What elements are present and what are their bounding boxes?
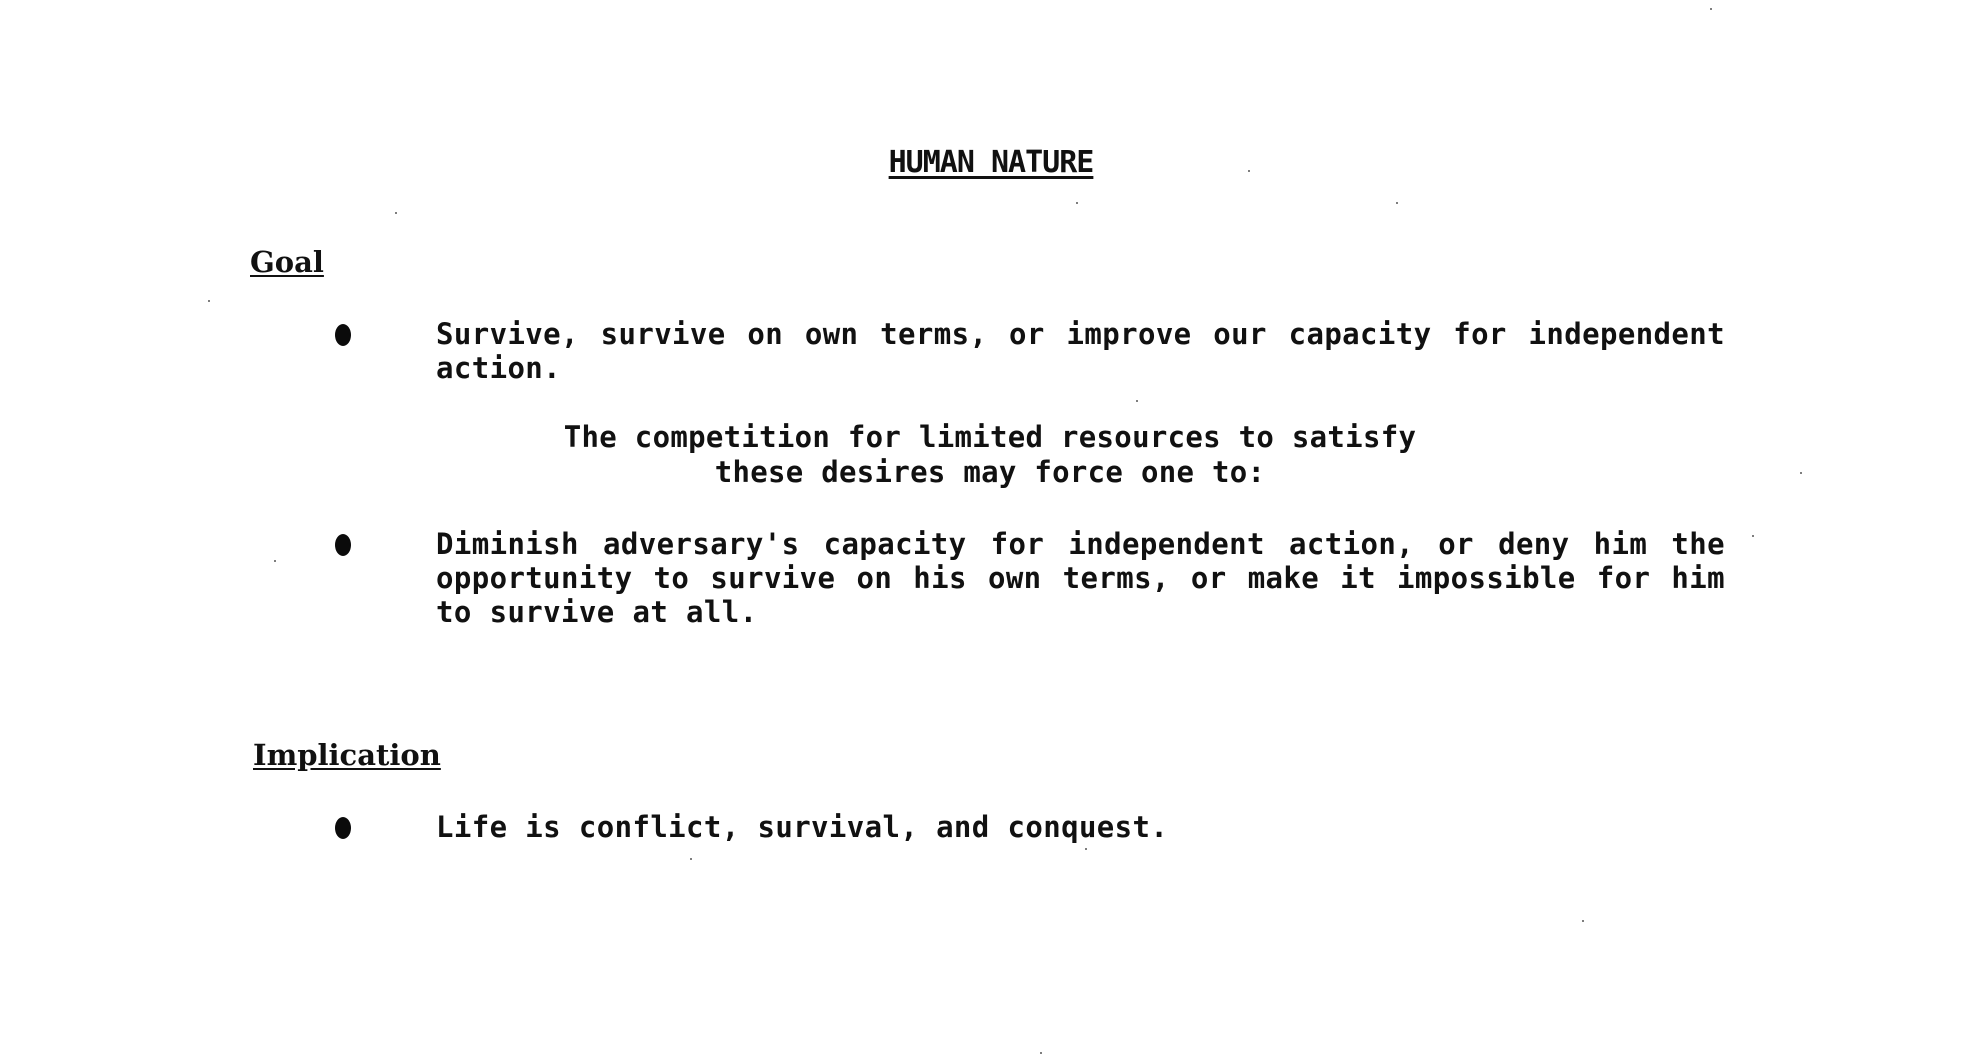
goal-heading: Goal [250, 245, 324, 279]
bullet-icon [335, 534, 351, 556]
scan-speck [274, 560, 276, 562]
scan-speck [1800, 472, 1802, 474]
bullet-icon [335, 817, 351, 839]
scan-speck [1136, 400, 1138, 402]
competition-note-line-1: The competition for limited resources to satisfy [563, 420, 1417, 454]
bullet-icon [335, 324, 351, 346]
list-item [335, 810, 1725, 844]
scan-speck [1076, 202, 1078, 204]
implication-item-text: Life is conflict, survival, and conquest. [436, 810, 1169, 844]
scan-speck [1710, 8, 1712, 10]
scan-speck [395, 212, 397, 214]
scan-speck [208, 300, 210, 302]
goal-item-text: Diminish adversary's capacity for independent action, or deny him the opportunity to survive on his own terms, or make it impossible for him to survive at all. [436, 527, 1725, 629]
scan-speck [1752, 535, 1754, 537]
implication-heading: Implication [253, 738, 441, 772]
scan-speck [1085, 848, 1087, 850]
competition-note-line-2: these desires may force one to: [714, 455, 1266, 489]
scan-speck [1582, 920, 1584, 922]
competition-note [520, 420, 1460, 490]
list-item [335, 317, 1725, 385]
goal-item-text: Survive, survive on own terms, or improve our capacity for independent action. [436, 317, 1725, 385]
list-item [335, 527, 1725, 629]
document-title: HUMAN NATURE [888, 145, 1094, 180]
scan-speck [1396, 202, 1398, 204]
scan-speck [1040, 1052, 1042, 1054]
scan-speck [690, 858, 692, 860]
scan-speck [1248, 170, 1250, 172]
